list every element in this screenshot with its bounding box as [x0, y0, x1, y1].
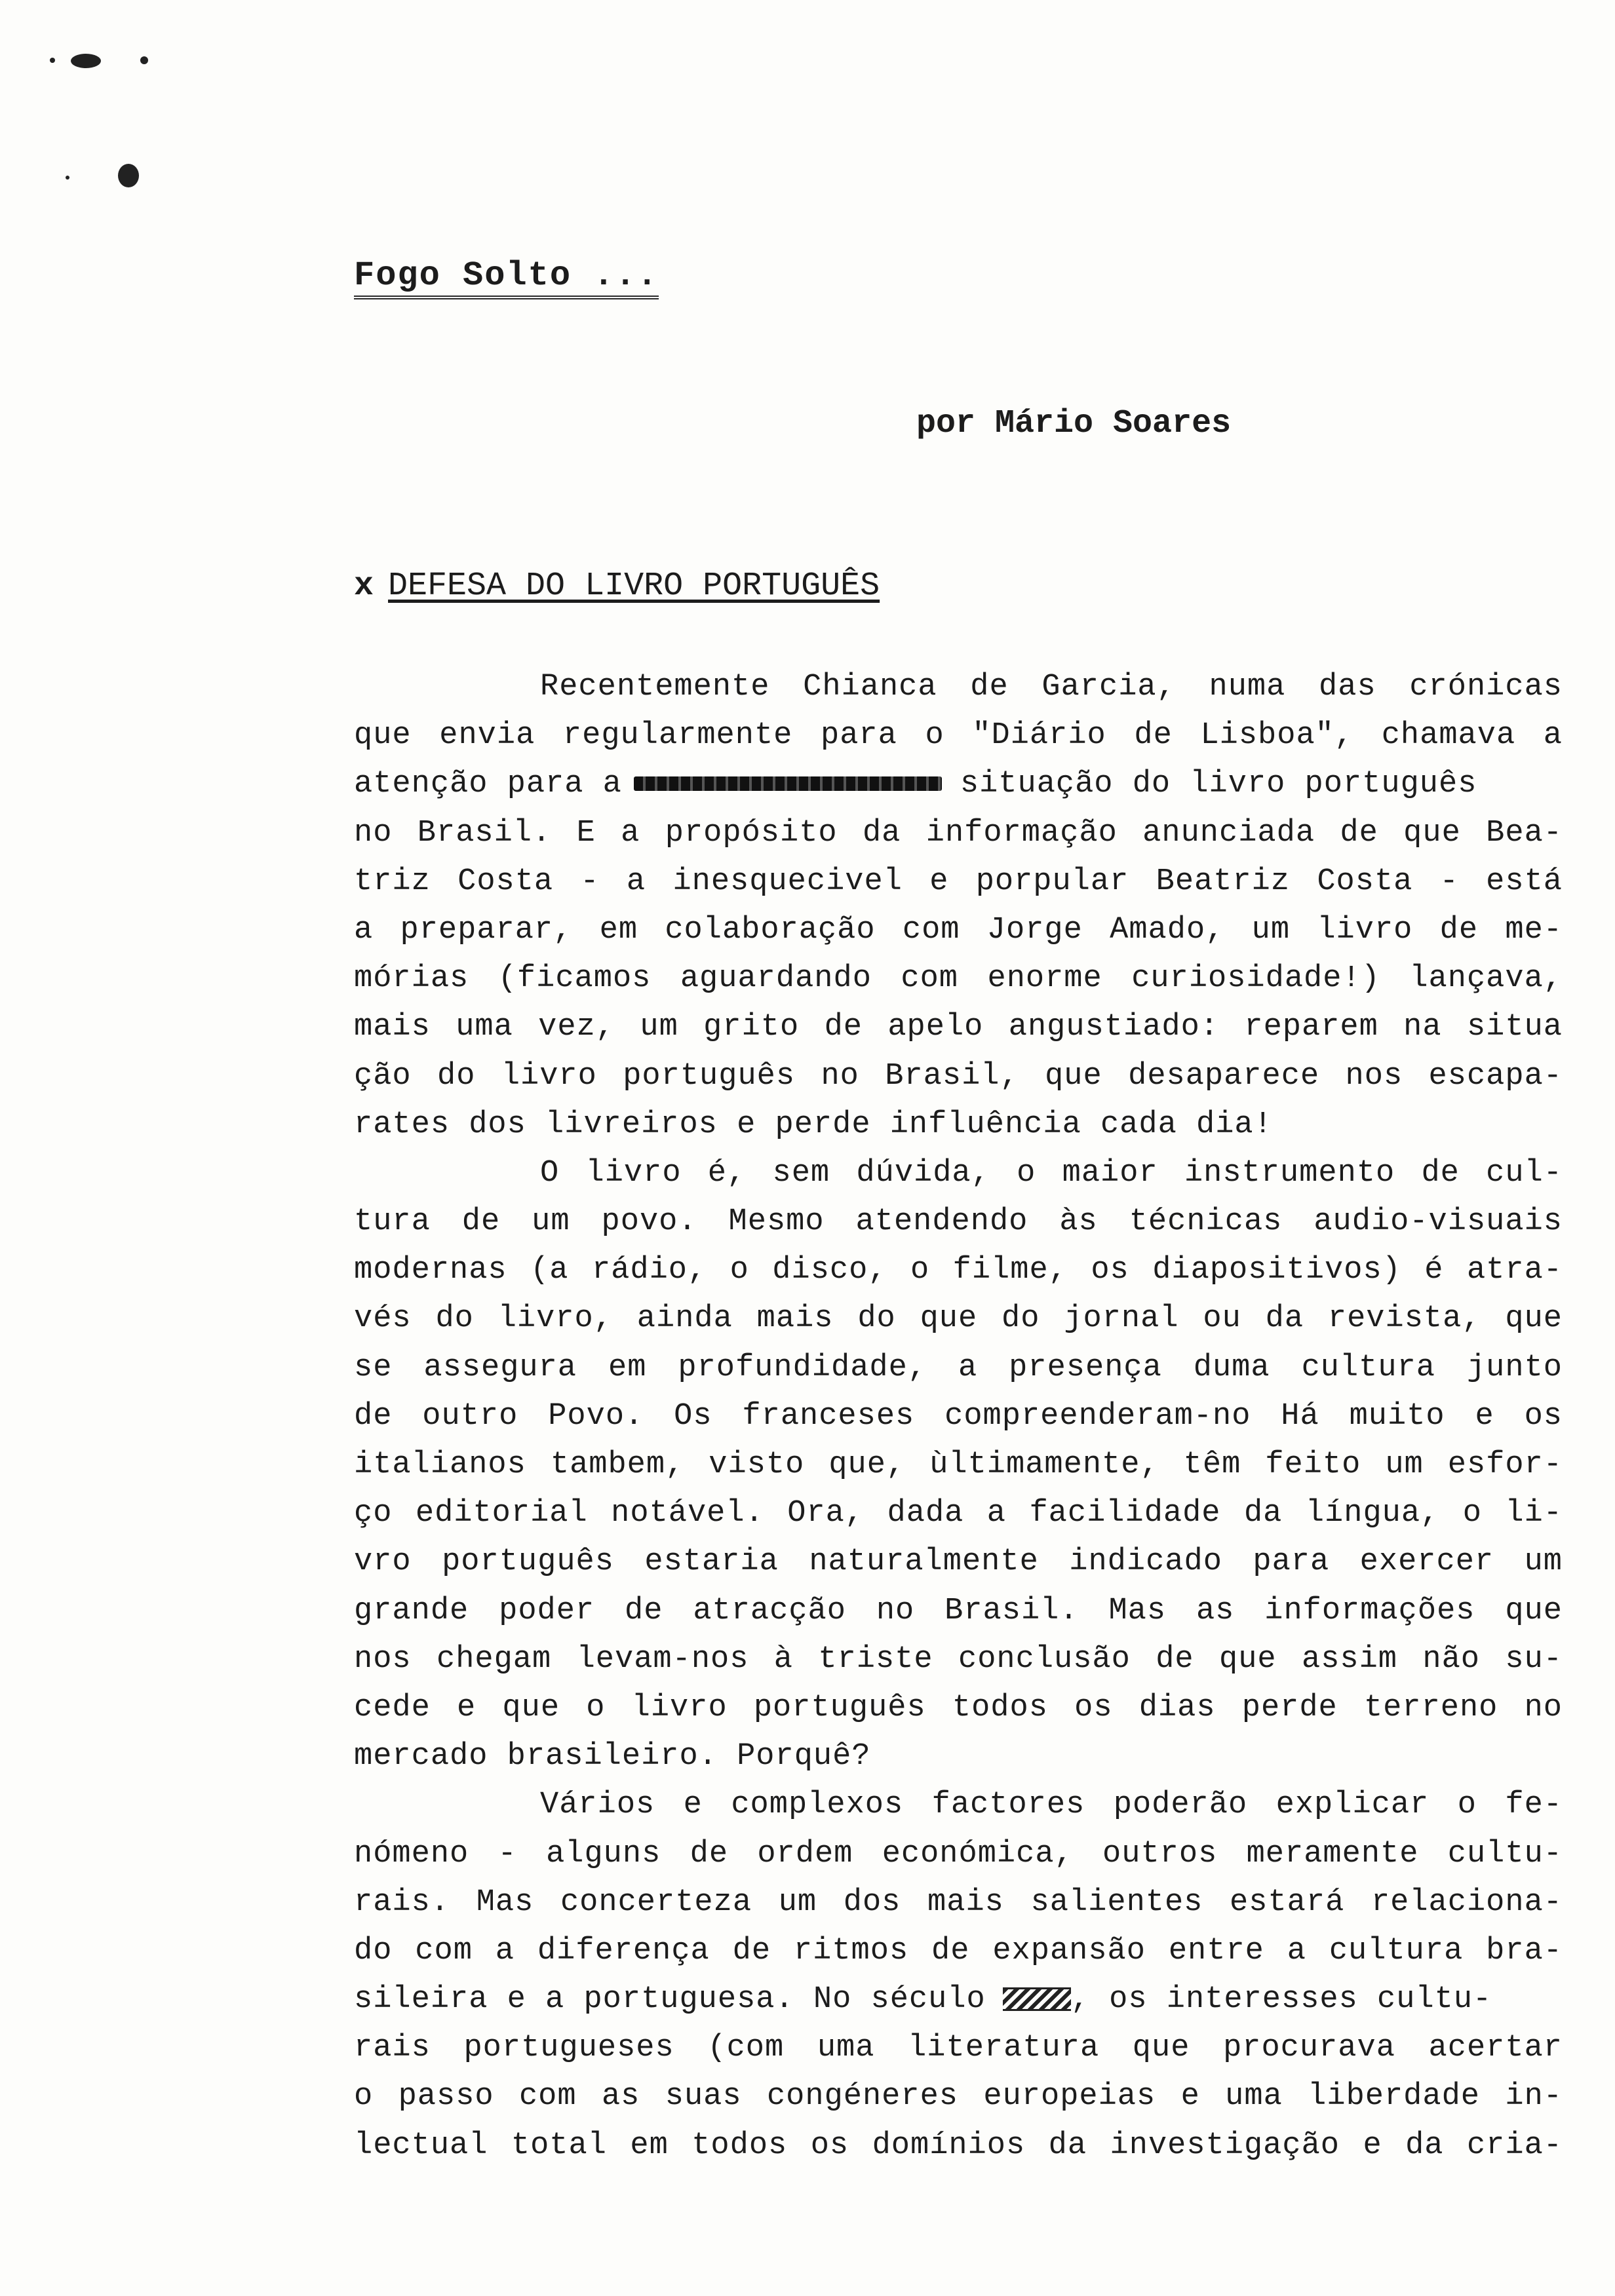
text-line: tura de um povo. Mesmo atendendo às técnicas audio-visuais: [354, 1204, 1563, 1240]
section-heading: [354, 567, 880, 605]
text-line: ço editorial notável. Ora, dada a facilidade da língua, o li-: [354, 1496, 1563, 1531]
body-text: [354, 663, 1563, 2170]
text-line: modernas (a rádio, o disco, o filme, os diapositivos) é atra-: [354, 1253, 1563, 1288]
section-bullet: x: [354, 567, 374, 605]
text-line: mercado brasileiro. Porquê?: [354, 1739, 871, 1774]
text-line: [354, 1976, 1563, 2024]
text-line: nos chegam levam-nos à triste conclusão de que assim não su-: [354, 1641, 1563, 1677]
text-line: do com a diferença de ritmos de expansão entre a cultura bra-: [354, 1933, 1563, 1968]
text-line-part: situação do livro português: [960, 767, 1477, 802]
text-line: nómeno - alguns de ordem económica, outros meramente cultu-: [354, 1836, 1563, 1871]
section-heading-text: DEFESA DO LIVRO PORTUGUÊS: [388, 567, 880, 605]
text-line: o passo com as suas congéneres europeias e uma liberdade in-: [354, 2079, 1563, 2114]
text-line: [354, 760, 1563, 809]
text-line: a preparar, em colaboração com Jorge Amado, um livro de me-: [354, 912, 1563, 947]
text-line: se assegura em profundidade, a presença duma cultura junto: [354, 1350, 1563, 1385]
document-title: Fogo Solto ...: [354, 257, 659, 299]
text-line: O livro é, sem dúvida, o maior instrumento de cul-: [540, 1155, 1563, 1191]
punch-mark: [66, 176, 69, 180]
text-line: vés do livro, ainda mais do que do jornal ou da revista, que: [354, 1301, 1563, 1337]
text-line: ção do livro português no Brasil, que desaparece nos escapa-: [354, 1058, 1563, 1094]
text-line-part: , os interesses cultu-: [1070, 1982, 1492, 2018]
punch-mark: [50, 58, 55, 63]
byline: por Mário Soares: [916, 405, 1232, 442]
text-line: mais uma vez, um grito de apelo angustiado: reparem na situa: [354, 1010, 1563, 1045]
text-line: lectual total em todos os domínios da investigação e da cria-: [354, 2128, 1563, 2163]
text-line: vro português estaria naturalmente indicado para exercer um: [354, 1544, 1563, 1580]
text-line-part: sileira e a portuguesa. No século: [354, 1982, 986, 2018]
punch-mark: [118, 164, 139, 187]
text-line: triz Costa - a inesquecivel e porpular Beatriz Costa - está: [354, 864, 1563, 899]
text-line: de outro Povo. Os franceses compreenderam-no Há muito e os: [354, 1398, 1563, 1434]
punch-mark: [71, 54, 101, 68]
text-line: cede e que o livro português todos os dias perde terreno no: [354, 1690, 1563, 1725]
text-line: grande poder de atracção no Brasil. Mas as informações que: [354, 1593, 1563, 1628]
typed-overstrike: [1003, 1987, 1071, 2011]
text-line: que envia regularmente para o "Diário de Lisboa", chamava a: [354, 718, 1563, 754]
text-line: mórias (ficamos aguardando com enorme curiosidade!) lançava,: [354, 961, 1563, 997]
text-line: Vários e complexos factores poderão explicar o fe-: [540, 1788, 1563, 1823]
text-line-part: atenção para a: [354, 767, 622, 802]
text-line: no Brasil. E a propósito da informação anunciada de que Bea-: [354, 815, 1563, 851]
text-line: italianos tambem, visto que, ùltimamente, têm feito um esfor-: [354, 1447, 1563, 1482]
punch-mark: [140, 56, 148, 64]
text-line: rais portugueses (com uma literatura que procurava acertar: [354, 2031, 1563, 2066]
text-line: rais. Mas concerteza um dos mais salientes estará relaciona-: [354, 1885, 1563, 1920]
text-line: rates dos livreiros e perde influência cada dia!: [354, 1107, 1273, 1142]
typed-overstrike: [634, 776, 942, 791]
text-line: Recentemente Chianca de Garcia, numa das crónicas: [540, 670, 1563, 704]
